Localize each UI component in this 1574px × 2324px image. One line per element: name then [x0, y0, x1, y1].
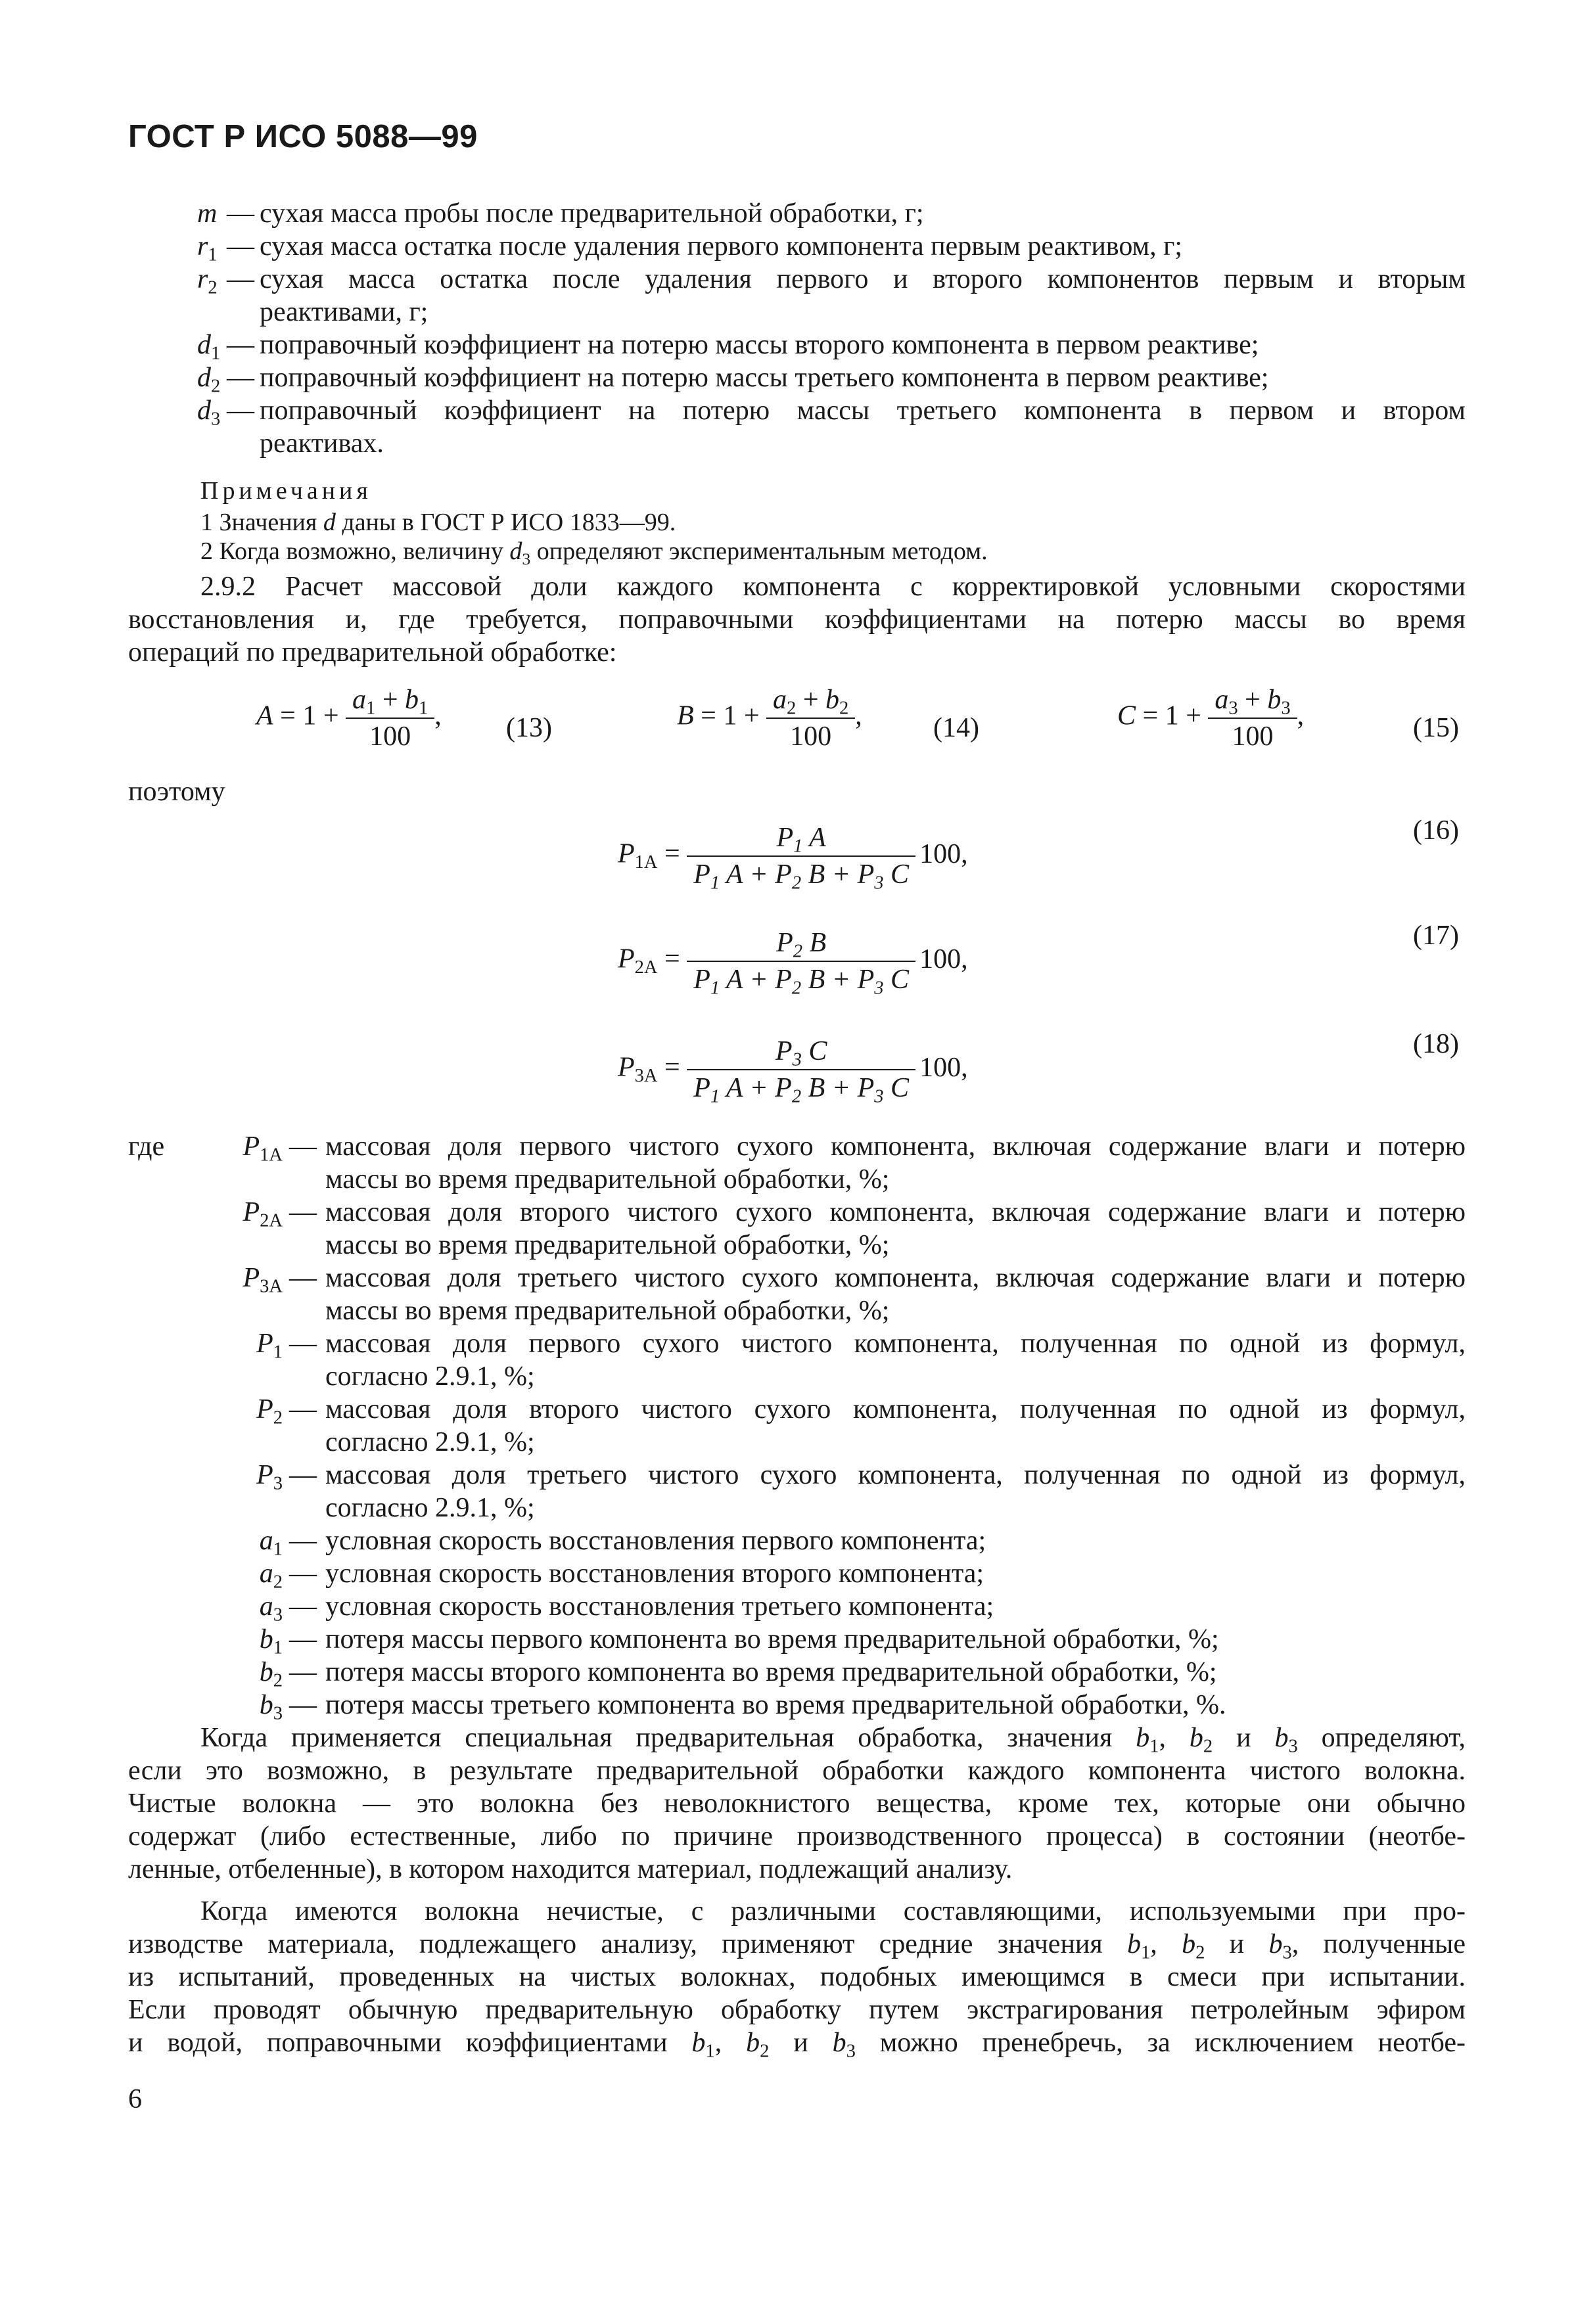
den-p: P: [775, 859, 792, 890]
plus: +: [742, 859, 775, 890]
para1-line-3: Чистые волокна — это волокна без неволокнистого вещества, кроме тех, которые они обычно: [128, 1789, 1466, 1819]
definition-dash: —: [289, 1394, 317, 1424]
plus: +: [375, 685, 405, 715]
plus: +: [742, 1073, 775, 1103]
num-a-sub: 2: [787, 698, 797, 719]
definition-dash: —: [289, 1263, 317, 1293]
definition-symbol-wrap: [128, 1262, 283, 1297]
space: [801, 859, 808, 890]
formula-lhs: P: [618, 1052, 635, 1083]
formula-lhs: P: [618, 838, 635, 869]
definition-subscript: 2: [208, 277, 218, 298]
definition-symbol: a: [259, 1526, 273, 1556]
definition-subscript: 1: [273, 1342, 283, 1363]
note-1: 1 Значения d даны в ГОСТ Р ИСО 1833—99.: [200, 509, 676, 536]
num-p: P: [776, 823, 794, 853]
formula-eq-one: = 1 +: [693, 700, 767, 731]
definition-subscript: 3: [273, 1605, 283, 1626]
formula-b: [677, 683, 862, 753]
equation-number: (13): [506, 713, 552, 743]
num-a-sub: 1: [366, 698, 376, 719]
definition-symbol-wrap: [197, 230, 218, 263]
formula-lhs-sub: 3A: [634, 1066, 658, 1087]
num-b: b: [825, 685, 839, 715]
definition-text: массовая доля третьего чистого сухого компонента, включая содержание влаги и потерю: [325, 1263, 1466, 1293]
definition-text-cont: согласно 2.9.1, %;: [325, 1493, 535, 1523]
formula-denominator: [687, 1070, 915, 1105]
definition-symbol-wrap: [197, 361, 221, 397]
definition-symbol: P: [243, 1263, 260, 1293]
definition-symbol-wrap: [128, 1656, 283, 1689]
formula-tail: 100,: [919, 944, 968, 974]
formula-lhs: A: [256, 700, 273, 731]
formula-denominator: [687, 857, 915, 894]
equals: =: [657, 944, 687, 974]
den-sub: 2: [791, 1086, 802, 1107]
definition-symbol-wrap: [128, 1393, 283, 1426]
definition-symbol-wrap: [128, 1689, 283, 1724]
definition-dash: —: [289, 1197, 317, 1227]
definition-text: поправочный коэффициент на потерю массы второго компонента в первом реактиве;: [260, 330, 1259, 360]
definition-dash: —: [289, 1559, 317, 1589]
num-b-sub: 1: [419, 698, 428, 719]
definition-subscript: 1A: [260, 1145, 283, 1166]
section-line-1: 2.9.2 Расчет массовой доли каждого компонента с корректировкой условными скоростями: [200, 572, 1466, 602]
definition-dash: —: [227, 198, 254, 229]
definition-subscript: 1: [211, 343, 221, 364]
definition-text: условная скорость восстановления третьего компонента;: [325, 1591, 994, 1622]
definition-symbol: b: [259, 1624, 273, 1654]
definition-symbol: P: [243, 1197, 260, 1227]
den-letter: B: [808, 965, 825, 995]
section-line-3: операций по предварительной обработке:: [128, 637, 617, 668]
den-letter: C: [891, 1073, 910, 1103]
definition-subscript: 2: [211, 376, 221, 397]
formula-p-3: [618, 1035, 968, 1105]
definition-dash: —: [289, 1329, 317, 1359]
definition-text: потеря массы третьего компонента во время предварительной обработки, %.: [325, 1690, 1226, 1720]
definition-symbol-wrap: [197, 197, 217, 230]
num-b: b: [1267, 685, 1282, 715]
definition-symbol: b: [259, 1657, 273, 1687]
formula-numerator: [766, 683, 855, 719]
den-sub: 1: [710, 1086, 720, 1107]
definition-symbol-wrap: [197, 329, 221, 364]
space: [720, 965, 726, 995]
formula-denominator: 100: [1232, 721, 1274, 752]
definition-symbol: d: [197, 396, 211, 426]
equation-number: (17): [1413, 921, 1459, 951]
definition-symbol-wrap: [128, 1623, 283, 1656]
para1-line-2: если это возможно, в результате предварительной обработки каждого компонента чистого волокна.: [128, 1756, 1466, 1786]
definition-dash: —: [289, 1690, 317, 1720]
equals: =: [657, 838, 687, 869]
definition-symbol-wrap: [128, 1557, 283, 1593]
definition-symbol: r: [197, 231, 208, 262]
definition-symbol: P: [256, 1329, 273, 1359]
definition-text: сухая масса пробы после предварительной обработки, г;: [260, 198, 924, 229]
den-sub: 1: [710, 978, 720, 999]
definition-subscript: 3: [273, 1473, 283, 1494]
den-sub: 3: [874, 873, 884, 894]
definition-text: массовая доля первого чистого сухого компонента, включая содержание влаги и потерю: [325, 1131, 1466, 1162]
definition-subscript: 1: [208, 244, 218, 265]
para1-line-5: ленные, отбеленные), в котором находится материал, подлежащий анализу.: [128, 1854, 1013, 1884]
den-p: P: [857, 1073, 875, 1103]
para1-line-1: Когда применяется специальная предварительная обработка, значения $b_1$, $b_2$ и $b_3$ определяют,: [200, 1723, 1466, 1757]
den-p: P: [693, 859, 710, 890]
definition-symbol-wrap: [128, 1196, 283, 1229]
equation-number: (16): [1413, 815, 1459, 846]
section-line-2: восстановления и, где требуется, поправочными коэффициентами на потерю массы во время: [128, 604, 1466, 635]
formula-numerator: [346, 683, 434, 719]
formula-fraction: [687, 821, 915, 894]
para2-line-4: Если проводят обычную предварительную обработку путем экстрагирования петролейным эфиром: [128, 1995, 1466, 2025]
definition-text: массовая доля третьего чистого сухого компонента, полученная по одной из формул,: [325, 1460, 1466, 1490]
definition-subscript: 2A: [260, 1210, 283, 1231]
definition-symbol-wrap: [128, 1590, 283, 1626]
space: [802, 823, 809, 853]
num-a: a: [773, 685, 787, 715]
para1-line-4: содержат (либо естественные, либо по причине производственного процесса) в состоянии (неотбе-: [128, 1821, 1466, 1852]
definition-subscript: 1: [273, 1539, 283, 1560]
den-p: P: [775, 1073, 792, 1103]
den-sub: 2: [791, 873, 802, 894]
den-letter: B: [808, 859, 825, 890]
num-b-sub: 2: [839, 698, 849, 719]
page-number: 6: [128, 2084, 142, 2114]
plus: +: [825, 1073, 858, 1103]
formula-fraction: [346, 683, 434, 753]
definition-text-cont: массы во время предварительной обработки, %;: [325, 1296, 890, 1326]
definition-dash: —: [289, 1624, 317, 1654]
definition-text: условная скорость восстановления первого компонента;: [325, 1526, 986, 1556]
definition-symbol-wrap: [197, 394, 221, 430]
definition-subscript: 3A: [260, 1276, 283, 1297]
den-letter: B: [808, 1073, 825, 1103]
definition-text-cont: массы во время предварительной обработки, %;: [325, 1230, 890, 1260]
space: [802, 1036, 809, 1066]
num-p: P: [776, 928, 793, 958]
definition-text: сухая масса остатка после удаления первого и второго компонентов первым и вторым: [260, 264, 1466, 294]
formula-eq-one: = 1 +: [273, 700, 346, 731]
definition-text-cont: массы во время предварительной обработки, %;: [325, 1164, 890, 1195]
formula-fraction: [766, 683, 855, 753]
definition-symbol: P: [256, 1460, 273, 1490]
formula-lhs-sub: 2A: [634, 957, 658, 978]
formula-eq-one: = 1 +: [1136, 700, 1209, 731]
definition-symbol: d: [197, 363, 211, 393]
num-a: a: [352, 685, 367, 715]
formula-numerator: [687, 926, 915, 962]
formula-denominator: 100: [369, 721, 411, 752]
definition-symbol-wrap: [128, 1130, 283, 1166]
den-sub: 2: [791, 978, 802, 999]
space: [884, 859, 891, 890]
formula-c: [1117, 683, 1304, 753]
formula-lhs: B: [677, 700, 694, 731]
den-letter: A: [726, 965, 743, 995]
definition-text: массовая доля второго чистого сухого компонента, включая содержание влаги и потерю: [325, 1197, 1466, 1227]
notes-title: Примечания: [200, 477, 372, 505]
definition-dash: —: [289, 1526, 317, 1556]
formula-p-2: [618, 926, 968, 999]
den-letter: C: [891, 859, 910, 890]
equation-number: (18): [1413, 1029, 1459, 1059]
definition-dash: —: [227, 231, 254, 262]
definition-symbol: a: [259, 1559, 273, 1589]
den-sub: 1: [710, 873, 720, 894]
formula-tail: ,: [855, 700, 862, 731]
num-p-sub: 1: [793, 836, 803, 857]
definition-dash: —: [227, 396, 254, 426]
definition-text: потеря массы второго компонента во время предварительной обработки, %;: [325, 1657, 1217, 1687]
plus: +: [796, 685, 825, 715]
definition-symbol: d: [197, 330, 211, 360]
definition-symbol-wrap: [128, 1524, 283, 1560]
equation-number: (15): [1413, 713, 1459, 743]
definition-dash: —: [289, 1591, 317, 1622]
formula-tail: ,: [434, 700, 442, 731]
definition-subscript: 2: [273, 1407, 283, 1428]
formula-fraction: [687, 926, 915, 999]
equation-number: (14): [933, 713, 979, 743]
den-letter: C: [891, 965, 910, 995]
formula-tail: 100,: [919, 1052, 968, 1083]
definition-symbol: P: [256, 1394, 273, 1424]
definition-dash: —: [289, 1460, 317, 1490]
definition-symbol-wrap: [128, 1459, 283, 1492]
definition-dash: —: [227, 330, 254, 360]
page-header: ГОСТ Р ИСО 5088—99: [128, 119, 478, 154]
definition-symbol-wrap: [128, 1327, 283, 1363]
formula-tail: ,: [1297, 700, 1305, 731]
formula-fraction: [1208, 683, 1297, 753]
formula-denominator: [687, 962, 915, 999]
definition-symbol: a: [259, 1591, 273, 1622]
definition-text: условная скорость восстановления второго компонента;: [325, 1559, 984, 1589]
space: [801, 1073, 808, 1103]
plus: +: [742, 965, 775, 995]
den-p: P: [775, 965, 792, 995]
definition-symbol: r: [197, 264, 208, 294]
para2-line-1: Когда имеются волокна нечистые, с различными составляющими, используемыми при про-: [200, 1896, 1466, 1926]
num-letter: C: [808, 1036, 827, 1066]
den-p: P: [857, 965, 875, 995]
space: [884, 965, 891, 995]
definition-subscript: 1: [273, 1637, 283, 1658]
space: [720, 859, 726, 890]
den-p: P: [693, 1073, 710, 1103]
formula-numerator: [1208, 683, 1297, 719]
den-sub: 3: [874, 1086, 884, 1107]
definition-text: массовая доля второго чистого сухого компонента, полученная по одной из формул,: [325, 1394, 1466, 1424]
formula-numerator: [687, 1035, 915, 1070]
num-a: a: [1215, 685, 1229, 715]
definition-symbol: m: [197, 198, 218, 229]
formula-fraction: [687, 1035, 915, 1105]
therefore-text: поэтому: [128, 777, 225, 807]
den-p: P: [693, 965, 710, 995]
formula-denominator: 100: [790, 721, 832, 752]
equals: =: [657, 1052, 687, 1083]
space: [802, 928, 810, 958]
den-p: P: [857, 859, 875, 890]
definition-subscript: 3: [273, 1703, 283, 1724]
definition-text-cont: реактивами, г;: [260, 297, 428, 327]
num-letter: A: [809, 823, 826, 853]
definition-text-cont: согласно 2.9.1, %;: [325, 1361, 535, 1392]
plus: +: [1238, 685, 1268, 715]
definition-symbol: P: [243, 1131, 260, 1162]
num-p: P: [775, 1036, 793, 1066]
num-b: b: [405, 685, 419, 715]
space: [884, 1073, 891, 1103]
definition-text: сухая масса остатка после удаления первого компонента первым реактивом, г;: [260, 231, 1183, 262]
formula-lhs: C: [1117, 700, 1136, 731]
definition-dash: —: [227, 264, 254, 294]
num-p-sub: 3: [792, 1049, 802, 1070]
definition-text: потеря массы первого компонента во время предварительной обработки, %;: [325, 1624, 1219, 1654]
num-letter: B: [809, 928, 827, 958]
den-letter: A: [726, 859, 743, 890]
definition-text-cont: согласно 2.9.1, %;: [325, 1427, 535, 1457]
definition-dash: —: [289, 1131, 317, 1162]
where-label: где: [128, 1131, 165, 1162]
para2-line-5: и водой, поправочными коэффициентами $b_1$, $b_2$ и $b_3$ можно пренебречь, за исключением неотбе-: [128, 2028, 1466, 2062]
den-sub: 3: [874, 978, 884, 999]
den-letter: A: [726, 1073, 743, 1103]
note-2: 2 Когда возможно, величину $d_3$ определяют экспериментальным методом.: [200, 537, 988, 568]
formula-numerator: [687, 821, 915, 857]
definition-dash: —: [227, 363, 254, 393]
definition-subscript: 2: [273, 1572, 283, 1593]
space: [720, 1073, 726, 1103]
plus: +: [825, 965, 858, 995]
definition-text-cont: реактивах.: [260, 428, 384, 459]
formula-p-1: [618, 821, 968, 894]
definition-symbol-wrap: [197, 263, 218, 296]
formula-lhs-sub: 1A: [634, 852, 658, 873]
definition-subscript: 3: [211, 409, 221, 430]
num-p-sub: 2: [793, 941, 803, 962]
definition-text: поправочный коэффициент на потерю массы третьего компонента в первом и втором: [260, 396, 1466, 426]
formula-a: [256, 683, 442, 753]
definition-text: поправочный коэффициент на потерю массы третьего компонента в первом реактиве;: [260, 363, 1269, 393]
definition-text: массовая доля первого сухого чистого компонента, полученная по одной из формул,: [325, 1329, 1466, 1359]
num-b-sub: 3: [1281, 698, 1291, 719]
definition-symbol: b: [259, 1690, 273, 1720]
space: [801, 965, 808, 995]
para2-line-3: из испытаний, проведенных на чистых волокнах, подобных имеющимся в смеси при испытании.: [128, 1962, 1466, 1992]
num-a-sub: 3: [1228, 698, 1238, 719]
definition-dash: —: [289, 1657, 317, 1687]
formula-lhs: P: [618, 944, 635, 974]
plus: +: [825, 859, 858, 890]
para2-line-2: изводстве материала, подлежащего анализу, применяют средние значения $b_1$, $b_2$ и $b_3$, полученные: [128, 1929, 1466, 1963]
definition-subscript: 2: [273, 1670, 283, 1691]
formula-tail: 100,: [919, 838, 968, 869]
